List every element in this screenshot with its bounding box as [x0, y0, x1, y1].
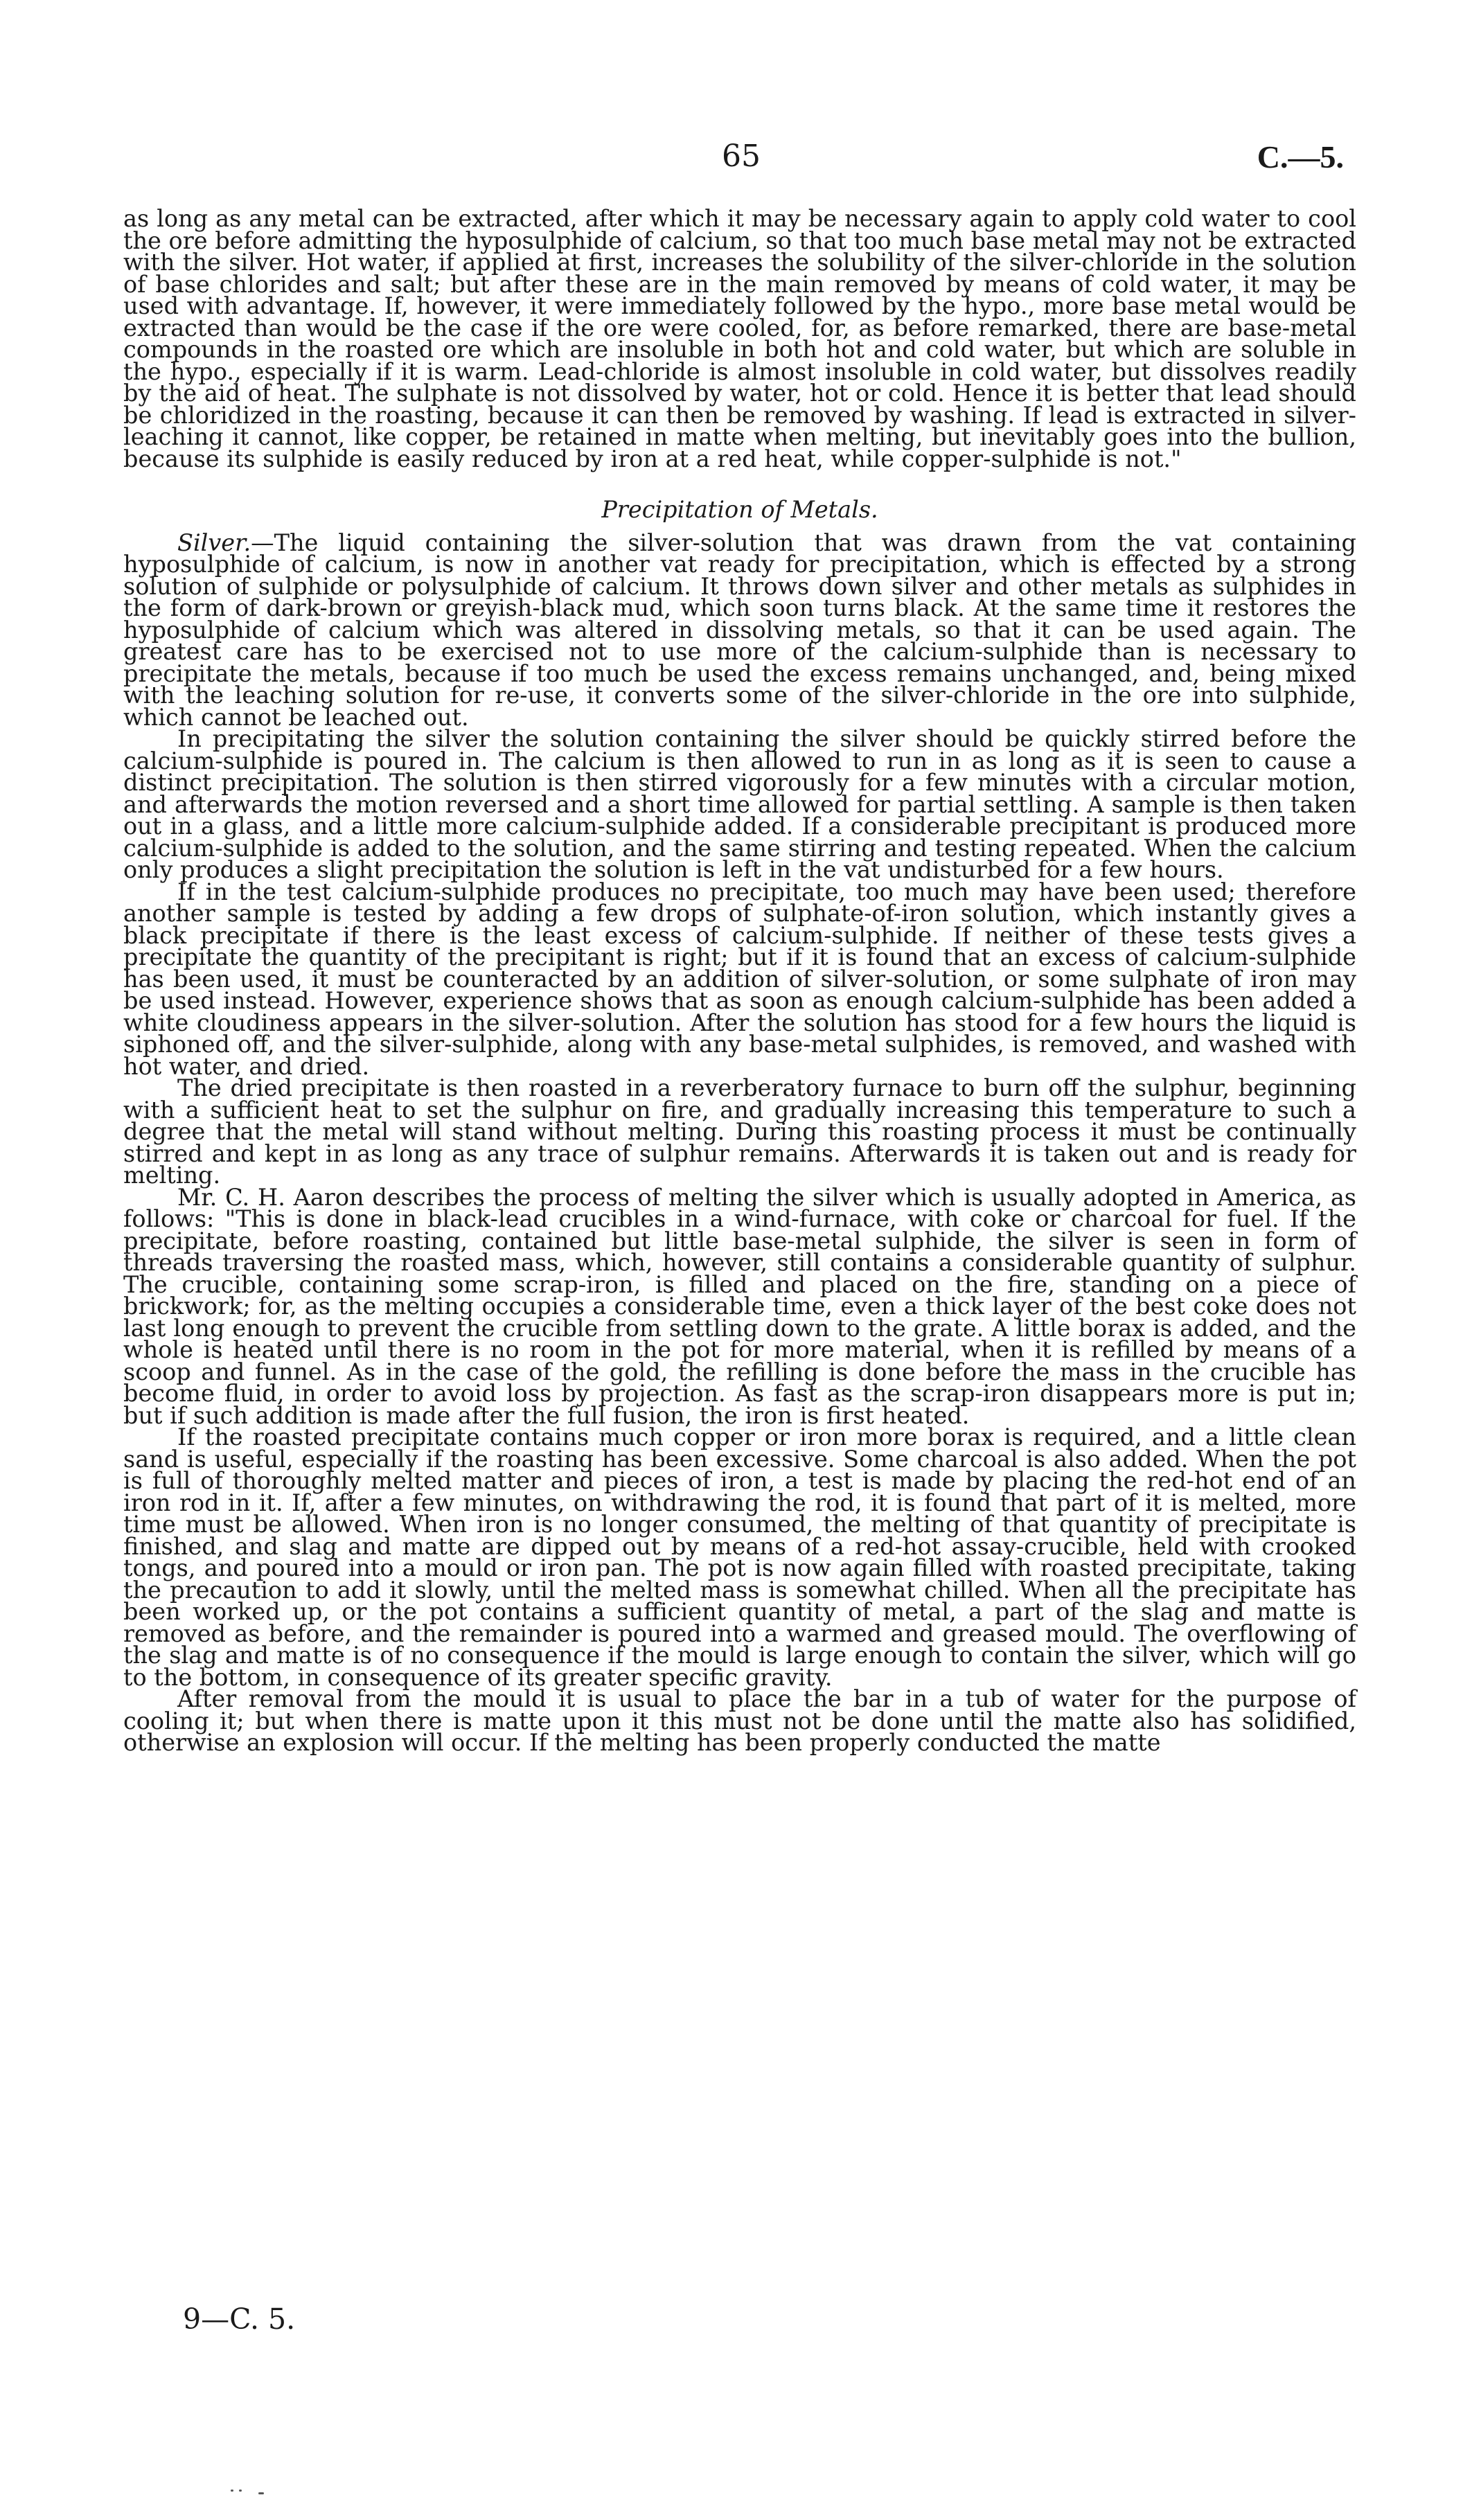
- silver-paragraph-text: —The liquid containing the silver-solution that was drawn from the vat containing hyposulphide of calcium, is now in another vat ready for precipitation, which is effected by a strong solution of sulphide or polysulphide of calcium. It throws down silver and other metals as sulphides in the form of dark-brown or greyish-black mud, which soon turns black. At the same time it restores the hyposulphide of calcium which was altered in dissolving metals, so that it can be used again. The greatest care has to be exercised not to use more of the calcium-sulphide than is necessary to precipitate the metals, because if too much be used the excess remains unchanged, and, being mixed with the leaching solution for re-use, it converts some of the silver-chloride in the ore into sulphide, which cannot be leached out.: [123, 529, 1356, 731]
- paragraph-removal: After removal from the mould it is usual to place the bar in a tub of water for the purpose of cooling it; but when there is matte upon it this must not be done until the matte also has solidified, otherwise an explosion will occur. If the melting has been properly conducted the matte: [123, 1685, 1356, 1756]
- document-reference: C.—5.: [1257, 139, 1344, 175]
- silver-lead-word: Silver.: [177, 529, 251, 556]
- paragraph-test: If in the test calcium-sulphide produces no precipitate, too much may have been used; therefore another sample is tested by adding a few drops of sulphate-of-iron solution, which instantly gives a black precipitate if there is the least excess of calcium-sulphide. If neither of these tests gives a precipitate the quantity of the precipitant is right; but if it is found that an excess of calcium-sulphide has been used, it must be counteracted by an addition of silver-solution, or some sulphate of iron may be used instead. However, experience shows that as soon as enough calcium-sulphide has been added a white cloudiness appears in the silver-solution. After the solution has stood for a few hours the liquid is siphoned off, and the silver-sulphide, along with any base-metal sulphides, is removed, and washed with hot water, and dried.: [123, 878, 1356, 1080]
- signature-mark: 9—C. 5.: [183, 2302, 296, 2336]
- paragraph-aaron: Mr. C. H. Aaron describes the process of melting the silver which is usually adopted in America, as follows: "This is done in black-lead crucibles in a wind-furnace, with coke or charcoal for fuel. If the precipitate, before roasting, contained but little base-metal sulphide, the silver is seen in form of threads traversing the roasted mass, which, however, still contains a considerable quantity of sulphur. The crucible, containing some scrap-iron, is filled and placed on the fire, standing on a piece of brickwork; for, as the melting occupies a considerable time, even a thick layer of the best coke does not last long enough to prevent the crucible from settling down to the grate. A little borax is added, and the whole is heated until there is no room in the pot for more material, when it is refilled by means of a scoop and funnel. As in the case of the gold, the refilling is done before the mass in the crucible has become fluid, in order to avoid loss by projection. As fast as the scrap-iron disappears more is put in; but if such addition is made after the full fusion, the iron is first heated.: [123, 1183, 1356, 1429]
- scan-specks: [231, 2490, 272, 2496]
- paragraph-silver: [123, 529, 1356, 731]
- page-number: 65: [722, 139, 761, 174]
- section-heading: Precipitation of Metals.: [601, 496, 878, 523]
- paragraph-borax: If the roasted precipitate contains much copper or iron more borax is required, and a little clean sand is useful, especially if the roasting has been excessive. Some charcoal is also added. When the pot is full of thoroughly melted matter and pieces of iron, a test is made by placing the red-hot end of an iron rod in it. If, after a few minutes, on withdrawing the rod, it is found that part of it is melted, more time must be allowed. When iron is no longer consumed, the melting of that quantity of precipitate is finished, and slag and matte are dipped out by means of a red-hot assay-crucible, held with crooked tongs, and poured into a mould or iron pan. The pot is now again filled with roasted precipitate, taking the precaution to add it slowly, until the melted mass is somewhat chilled. When all the precipitate has been worked up, or the pot contains a sufficient quantity of metal, a part of the slag and matte is removed as before, and the remainder is poured into a warmed and greased mould. The overflowing of the slag and matte is of no consequence if the mould is large enough to contain the silver, which will go to the bottom, in consequence of its greater specific gravity.: [123, 1423, 1356, 1691]
- continued-paragraph: as long as any metal can be extracted, after which it may be necessary again to apply cold water to cool the ore before admitting the hyposulphide of calcium, so that too much base metal may not be extracted with the silver. Hot water, if applied at first, increases the solubility of the silver-chloride in the solution of base chlorides and salt; but after these are in the main removed by means of cold water, it may be used with advantage. If, however, it were immediately followed by the hypo., more base metal would be extracted than would be the case if the ore were cooled, for, as before remarked, there are base-metal compounds in the roasted ore which are insoluble in both hot and cold water, but which are soluble in the hypo., especially if it is warm. Lead-chloride is almost insoluble in cold water, but dissolves readily by the aid of heat. The sulphate is not dissolved by water, hot or cold. Hence it is better that lead should be chloridized in the roasting, because it can then be removed by washing. If lead is extracted in silver-leaching it cannot, like copper, be retained in matte when melting, but inevitably goes into the bullion, because its sulphide is easily reduced by iron at a red heat, while copper-sulphide is not.": [123, 205, 1356, 472]
- paragraph-roasting: The dried precipitate is then roasted in a reverberatory furnace to burn off the sulphur, beginning with a sufficient heat to set the sulphur on fire, and gradually increasing this temperature to such a degree that the metal will stand without melting. During this roasting process it must be continually stirred and kept in as long as any trace of sulphur remains. Afterwards it is taken out and is ready for melting.: [123, 1074, 1356, 1189]
- body-text: [123, 205, 1356, 1756]
- paragraph-precipitating: In precipitating the silver the solution containing the silver should be quickly stirred before the calcium-sulphide is poured in. The calcium is then allowed to run in as long as it is seen to cause a distinct precipitation. The solution is then stirred vigorously for a few minutes with a circular motion, and afterwards the motion reversed and a short time allowed for partial settling. A sample is then taken out in a glass, and a little more calcium-sulphide added. If a considerable precipitant is produced more calcium-sulphide is added to the solution, and the same stirring and testing repeated. When the calcium only produces a slight precipitation the solution is left in the vat undisturbed for a few hours.: [123, 725, 1356, 883]
